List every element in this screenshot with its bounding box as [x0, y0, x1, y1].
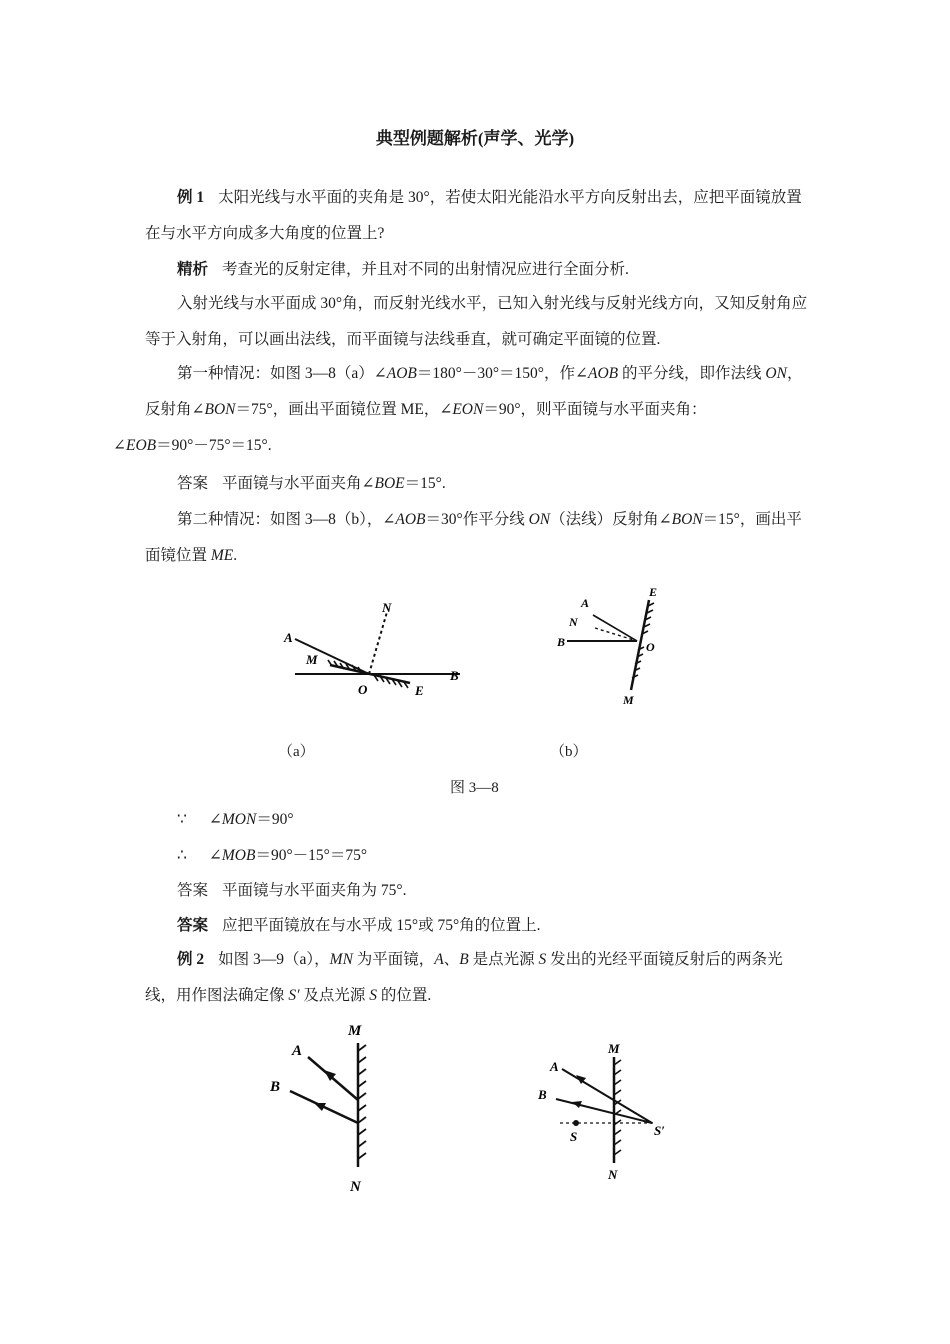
- label-m: M: [623, 693, 634, 707]
- math-angle: ∠AOB: [373, 365, 417, 382]
- label-n: N: [608, 1167, 618, 1182]
- case-1-text: 的平分线，即作法线: [618, 365, 766, 382]
- label-n: N: [382, 600, 392, 615]
- source-point-s: [573, 1120, 579, 1126]
- math-var: A: [434, 951, 444, 968]
- label-n: N: [569, 615, 578, 629]
- caption-b: （b）: [550, 744, 588, 760]
- math-var: S: [538, 951, 547, 968]
- example-2-text: 发出的光经平面镜反射后的两条光线，用作图法确定像: [145, 951, 783, 1004]
- case-1-text: ＝90°，则平面镜与水平面夹角：: [483, 401, 707, 418]
- case-1-text: ＝90°－75°＝15°.: [156, 437, 272, 454]
- therefore-text: ＝90°－15°＝75°: [255, 847, 368, 864]
- ray-a: [562, 1069, 652, 1123]
- figure-3-8a: [270, 592, 470, 712]
- figure-3-8b: [545, 582, 675, 712]
- math-var: S: [369, 987, 378, 1004]
- label-m: M: [348, 1023, 362, 1039]
- normal-on: [369, 612, 387, 674]
- case-1-text: ＝180°－30°＝150°，作: [416, 365, 575, 382]
- answer-1: [145, 466, 810, 502]
- math-angle: ∠MON: [208, 811, 257, 828]
- example-2: [145, 942, 810, 1014]
- example-2-label: 例 2: [177, 951, 205, 968]
- case-1-text: ＝75°，画出平面镜位置 ME，: [235, 401, 440, 418]
- label-a: A: [550, 1059, 559, 1074]
- example-2-text: 、: [443, 951, 460, 968]
- label-e: E: [415, 683, 424, 698]
- math-angle: ∠BON: [191, 401, 236, 418]
- answer-3: [145, 908, 810, 944]
- normal-on: [595, 628, 637, 641]
- figure-3-9a: [260, 1015, 390, 1197]
- example-1-label: 例 1: [177, 189, 205, 206]
- math-angle: ∠AOB: [382, 511, 426, 528]
- label-a: A: [292, 1043, 303, 1059]
- ray-a: [308, 1057, 358, 1100]
- case-2-text: 第二种情况：如图 3—8（b），: [177, 511, 383, 528]
- arrow-b: [572, 1101, 582, 1108]
- answer-2-text: 平面镜与水平面夹角为 75°.: [222, 882, 407, 899]
- case-2-text: ＝30°作平分线: [425, 511, 529, 528]
- caption-a: （a）: [278, 744, 315, 760]
- case-2-text: （法线）反射角: [550, 511, 659, 528]
- label-n: N: [350, 1179, 361, 1195]
- math-angle: ∠EON: [439, 401, 484, 418]
- label-b: B: [557, 635, 566, 649]
- ray-b: [556, 1099, 652, 1123]
- since-line: [177, 802, 842, 838]
- label-b: B: [450, 668, 459, 683]
- answer-1-text: 平面镜与水平面夹角: [222, 475, 362, 492]
- case-2-text: .: [233, 547, 238, 564]
- label-b: B: [270, 1079, 281, 1095]
- case-1-text: 第一种情况：如图 3—8（a）: [177, 365, 374, 382]
- math-angle: ∠BOE: [361, 475, 405, 492]
- case-2-text: ＝15°，画出平面镜位置: [145, 511, 802, 564]
- example-2-text: 及点光源: [299, 987, 370, 1004]
- example-2-text: 的位置.: [377, 987, 432, 1004]
- label-m: M: [608, 1041, 620, 1056]
- analysis-label: 精析: [177, 261, 209, 278]
- analysis: [145, 252, 810, 288]
- paragraph-2: 入射光线与水平面成 30°角，而反射光线水平，已知入射光线与反射光线方向，又知反射角应等于入射角，可以画出法线，而平面镜与法线垂直，就可确定平面镜的位置.: [145, 295, 808, 348]
- label-s-prime: S′: [654, 1123, 665, 1138]
- case-2: [145, 502, 810, 574]
- since-text: ＝90°: [256, 811, 294, 828]
- label-a: A: [581, 596, 590, 610]
- label-o: O: [646, 640, 655, 654]
- incident-ray-ao: [593, 615, 637, 641]
- math-var: MN: [329, 951, 353, 968]
- label-b: B: [538, 1087, 547, 1102]
- label-e: E: [649, 585, 658, 599]
- math-line: ON: [528, 511, 551, 528]
- therefore-symbol: ∴: [177, 847, 187, 864]
- math-var: B: [459, 951, 469, 968]
- example-1-text: 太阳光线与水平面的夹角是 30°，若使太阳光能沿水平方向反射出去，应把平面镜放置在与水平方向成多大角度的位置上?: [145, 189, 802, 242]
- example-2-text: 是点光源: [468, 951, 539, 968]
- case-1-text: ，反射角: [145, 365, 803, 418]
- label-a: A: [284, 630, 293, 645]
- answer-3-label: 答案: [177, 917, 209, 934]
- page-title: 典型例题解析(声学、光学): [375, 129, 575, 148]
- math-line: ME: [210, 547, 234, 564]
- math-var: S′: [288, 987, 300, 1004]
- math-angle: ∠AOB: [575, 365, 619, 382]
- math-angle: ∠MOB: [208, 847, 256, 864]
- example-2-text: 为平面镜，: [352, 951, 435, 968]
- answer-1-label: 答案: [177, 475, 209, 492]
- example-2-text: 如图 3—9（a），: [218, 951, 330, 968]
- answer-2-label: 答案: [177, 882, 209, 899]
- case-1: [113, 356, 810, 464]
- label-m: M: [306, 652, 318, 667]
- math-line: ON: [765, 365, 787, 382]
- analysis-text: 考查光的反射定律，并且对不同的出射情况应进行全面分析.: [222, 261, 629, 278]
- because-symbol: ∵: [177, 811, 187, 828]
- math-angle: ∠BON: [658, 511, 703, 528]
- answer-3-text: 应把平面镜放在与水平成 15°或 75°角的位置上.: [222, 917, 541, 934]
- label-o: O: [358, 682, 368, 697]
- example-1: [145, 180, 810, 252]
- label-s: S: [570, 1129, 578, 1144]
- answer-1-end: ＝15°.: [404, 475, 446, 492]
- figure-3-8-caption: 图 3—8: [450, 780, 499, 796]
- answer-2: [145, 873, 810, 909]
- math-angle: ∠EOB: [113, 437, 157, 454]
- therefore-line: [177, 838, 842, 874]
- figure-3-9b: [530, 1035, 680, 1185]
